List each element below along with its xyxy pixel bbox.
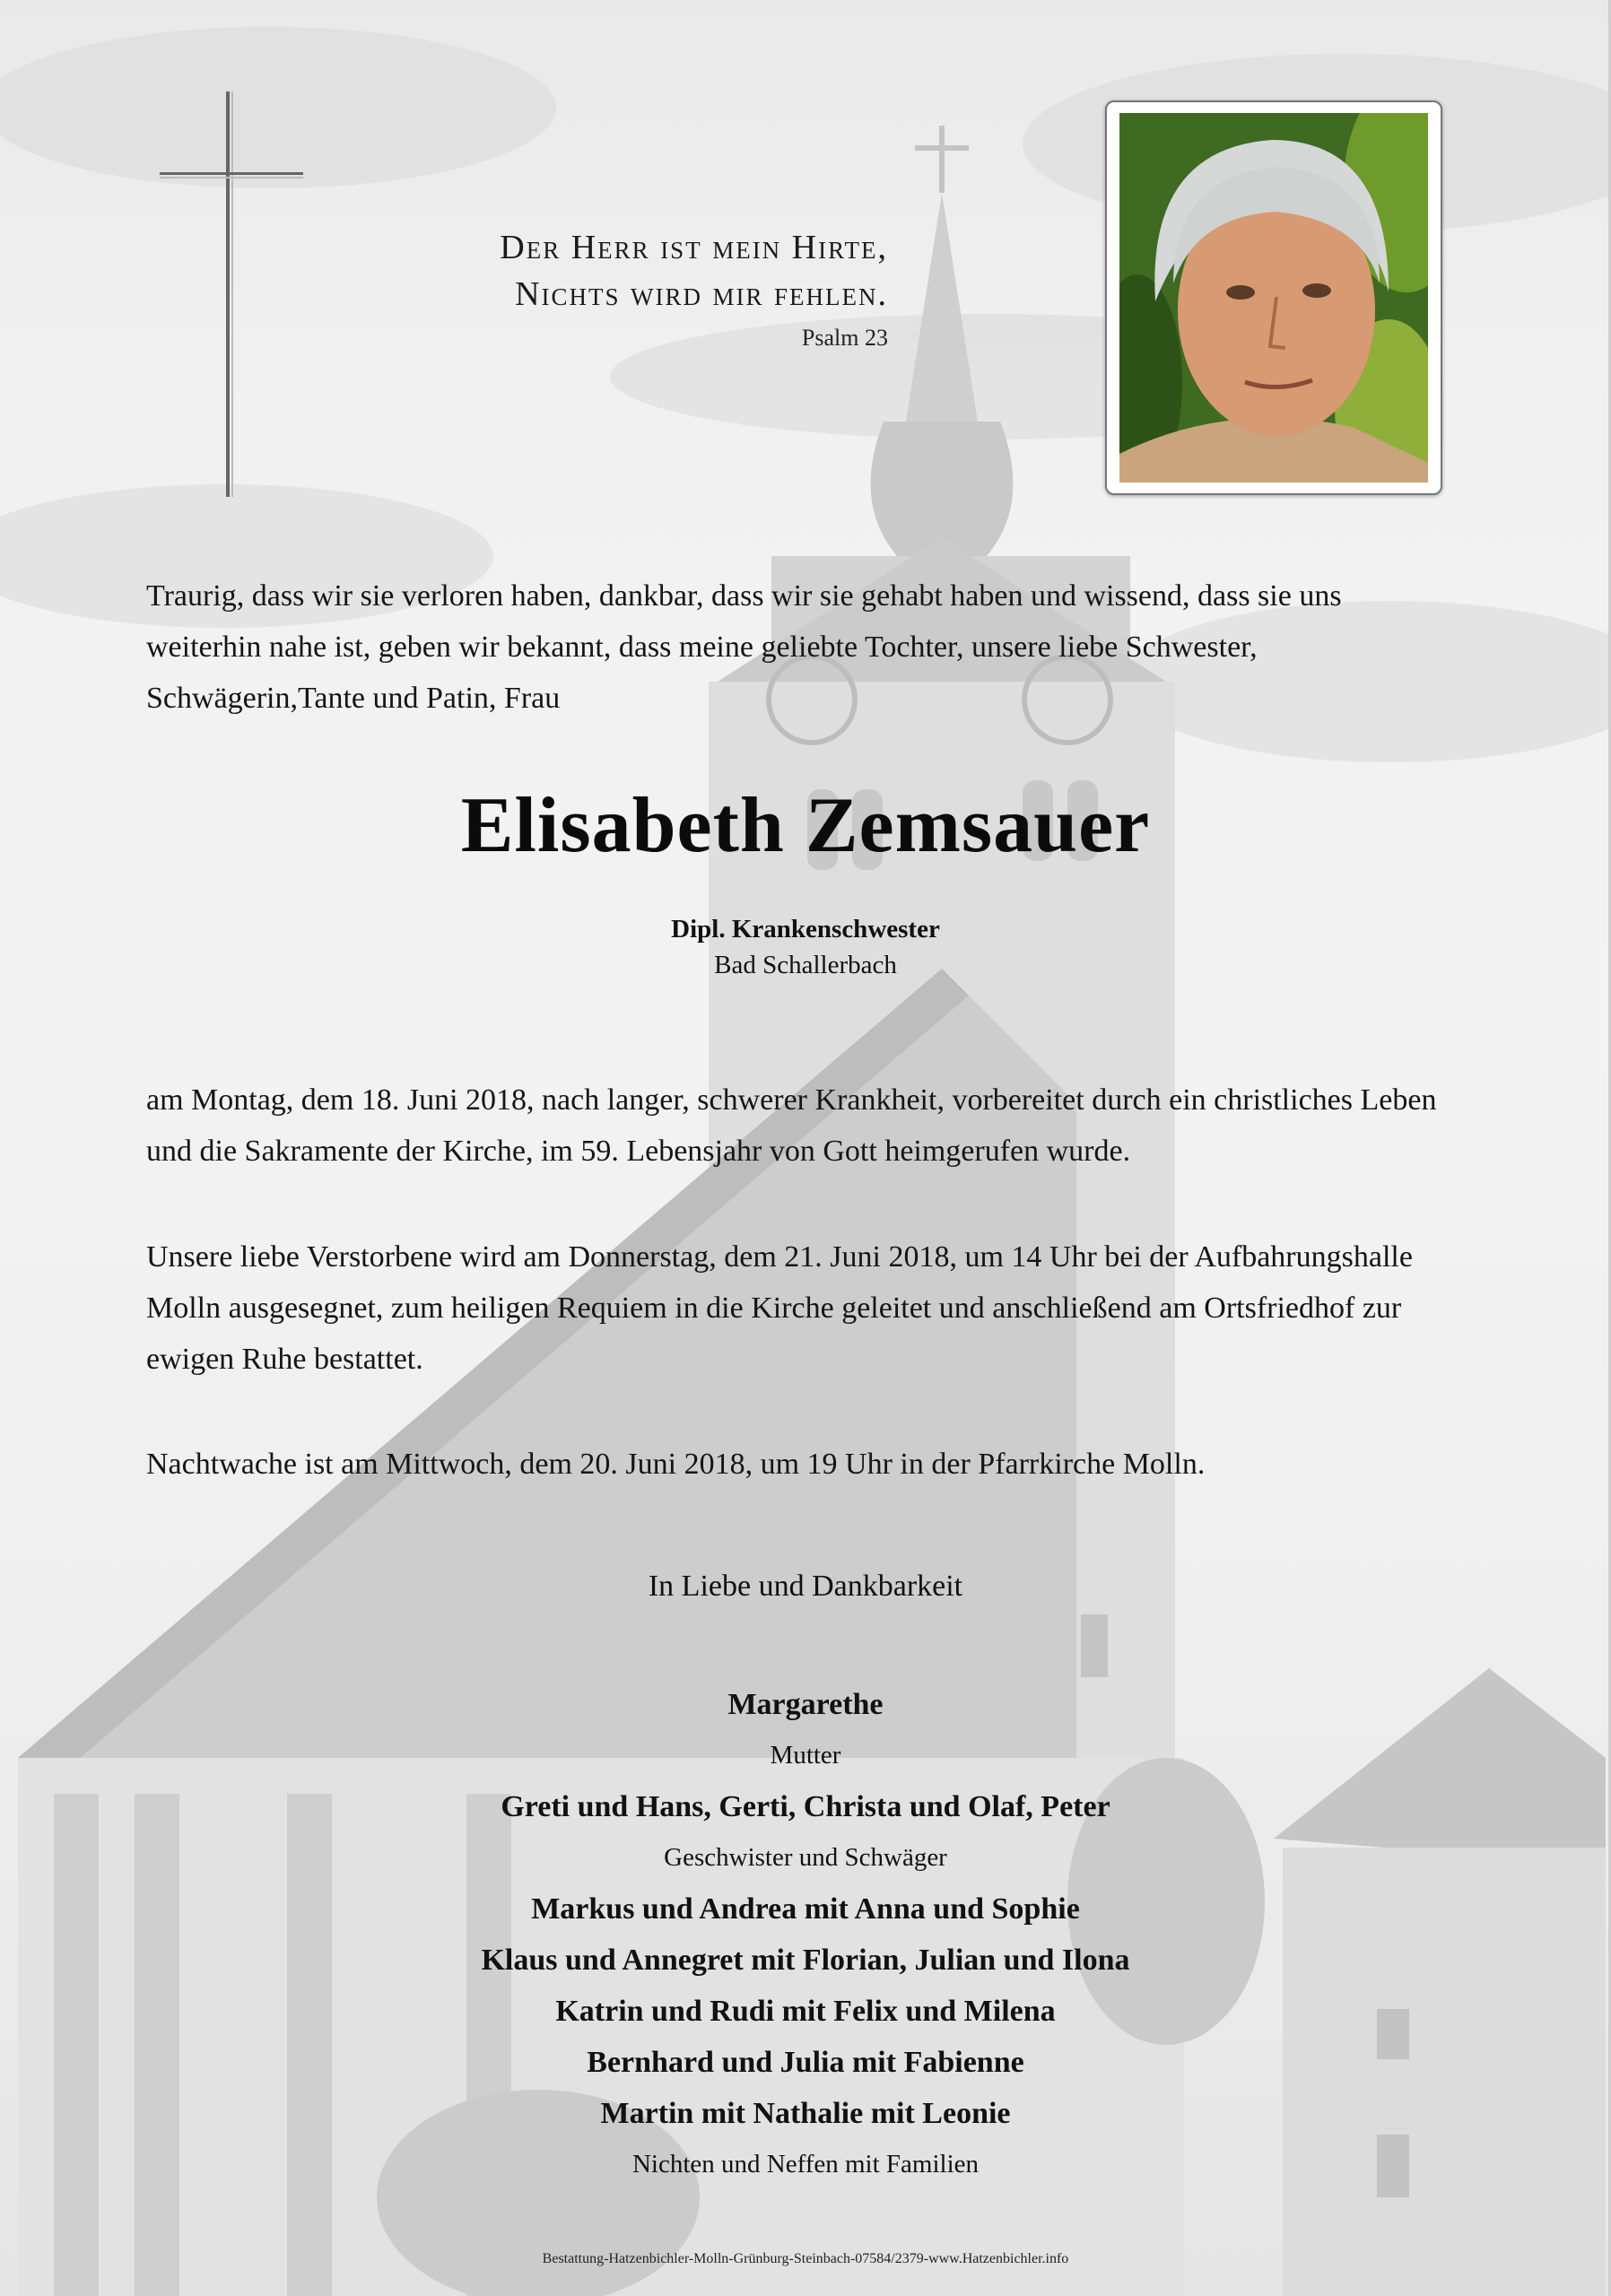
mourners-list: [0, 1679, 1611, 2190]
deceased-name: Elisabeth Zemsauer: [460, 782, 1151, 869]
mourner-line: Markus und Andrea mit Anna und Sophie: [531, 1892, 1080, 1926]
verse-line-1: Der Herr ist mein Hirte,: [500, 229, 888, 266]
verse-reference: Psalm 23: [801, 325, 888, 351]
mourner-line: Martin mit Nathalie mit Leonie: [600, 2097, 1011, 2130]
vigil-paragraph: Nachtwache ist am Mittwoch, dem 20. Juni 2018, um 19 Uhr in der Pfarrkirche Molln.: [146, 1448, 1206, 1481]
deceased-profession: Dipl. Krankenschwester: [671, 915, 940, 944]
mourner-line: Margarethe: [727, 1688, 884, 1721]
mourner-line: Bernhard und Julia mit Fabienne: [587, 2046, 1024, 2079]
intro-text: Traurig, dass wir sie verloren haben, dankbar, dass wir sie gehabt haben und wissend, dass sie uns weiterhin nahe ist, geben wir bekannt, dass meine geliebte Tochter, unsere liebe Schwester, Schwägerin,Tante und Patin, Frau: [146, 579, 1342, 715]
portrait-frame: [1105, 100, 1442, 495]
psalm-verse: [431, 224, 888, 352]
mourner-relation: Geschwister und Schwäger: [664, 1843, 947, 1872]
funeral-home-footer: Bestattung-Hatzenbichler-Molln-Grünburg-Steinbach-07584/2379-www.Hatzenbichler.info: [542, 2251, 1069, 2266]
mourner-line: Klaus und Annegret mit Florian, Julian und Ilona: [481, 1944, 1130, 1977]
mourner-relation: Nichten und Neffen mit Familien: [631, 2150, 980, 2179]
closing-line: In Liebe und Dankbarkeit: [648, 1570, 963, 1603]
cross-icon: [160, 91, 303, 497]
death-paragraph: am Montag, dem 18. Juni 2018, nach langer, schwerer Krankheit, vorbereitet durch ein christliches Leben und die Sakramente der Kirche, im 59. Lebensjahr von Gott heimgerufen wurde.: [146, 1083, 1437, 1168]
mourner-relation: Mutter: [770, 1741, 841, 1770]
funeral-paragraph: Unsere liebe Verstorbene wird am Donnerstag, dem 21. Juni 2018, um 14 Uhr bei der Aufbahrungshalle Molln ausgesegnet, zum heiligen Requiem in die Kirche geleitet und anschließend am Ortsfriedhof zur ewigen Ruhe bestattet.: [146, 1240, 1413, 1376]
portrait-photo: [1119, 113, 1428, 483]
mourner-line: Greti und Hans, Gerti, Christa und Olaf, Peter: [501, 1790, 1110, 1823]
mourner-line: Katrin und Rudi mit Felix und Milena: [555, 1995, 1056, 2028]
verse-line-2: Nichts wird mir fehlen.: [515, 275, 888, 313]
deceased-residence: Bad Schallerbach: [714, 951, 897, 979]
